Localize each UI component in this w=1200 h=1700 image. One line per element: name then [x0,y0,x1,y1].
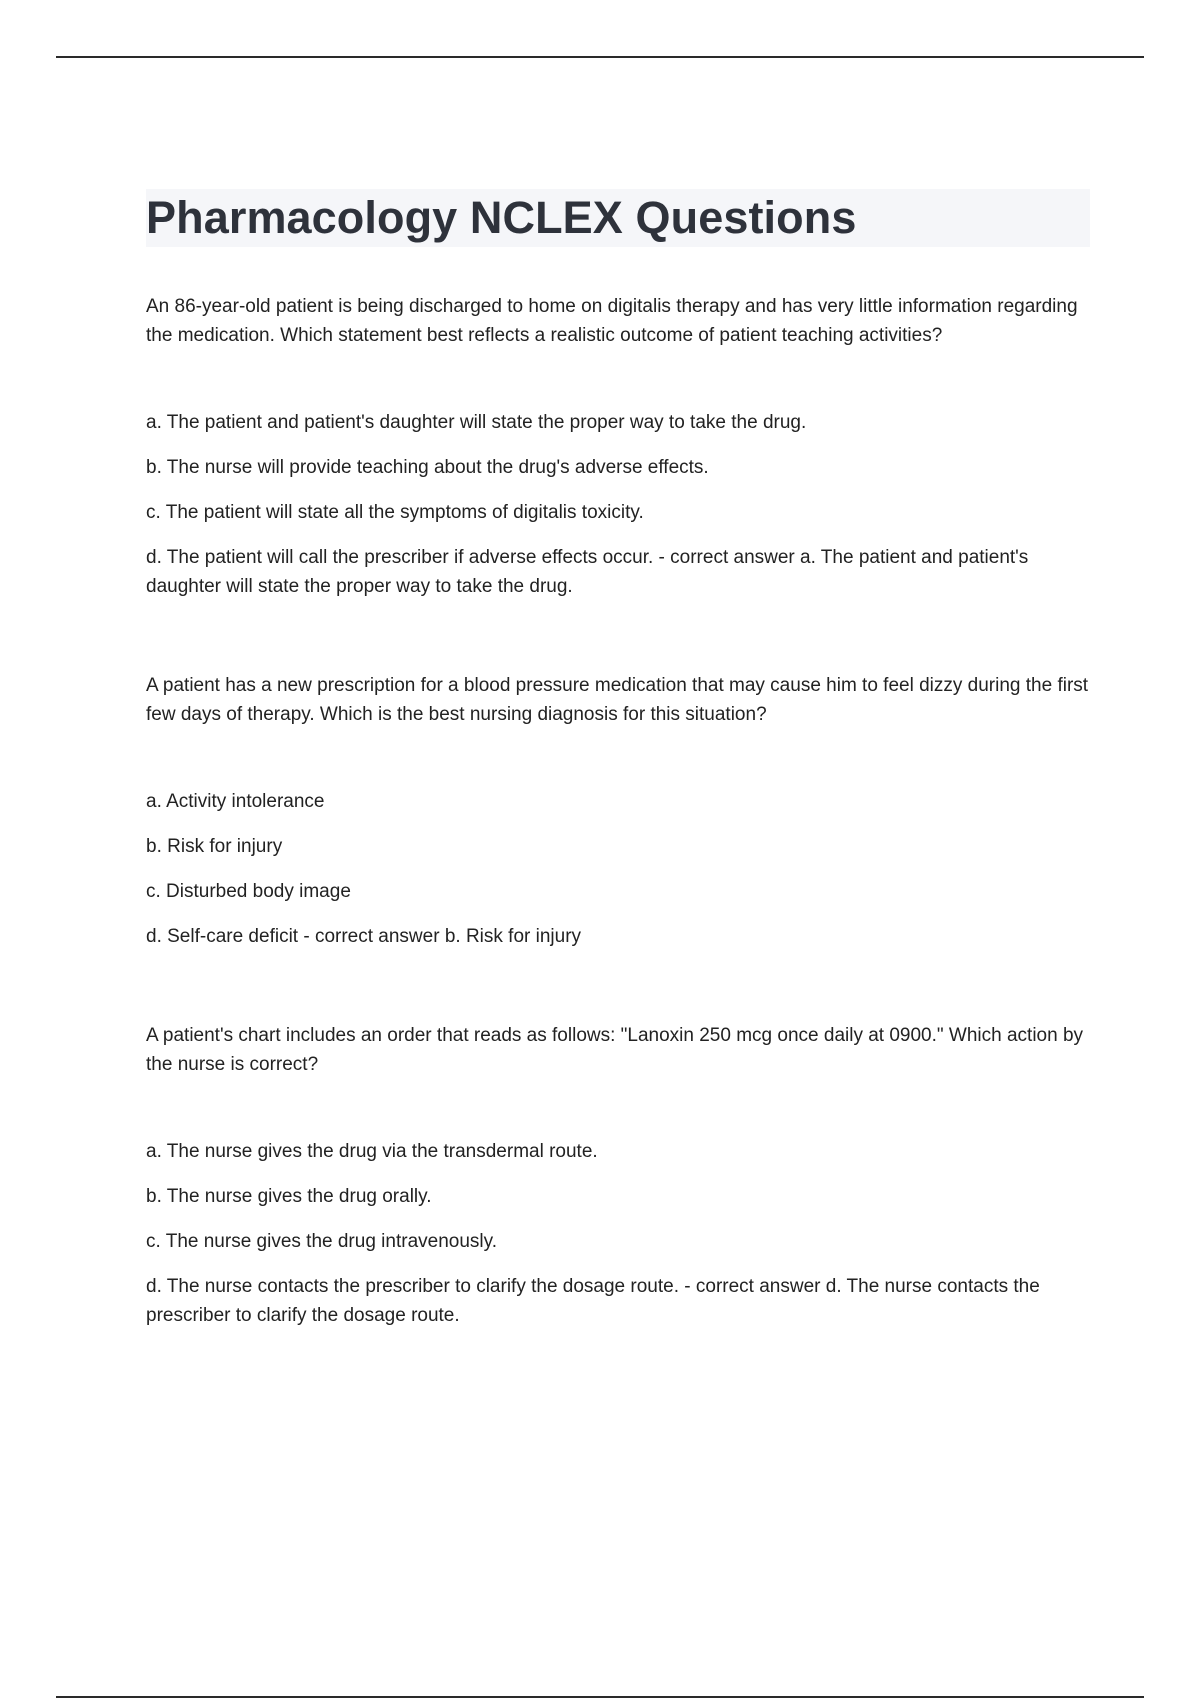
answer-options [146,1137,1090,1330]
option-a: a. Activity intolerance [146,791,325,812]
option-a: a. The patient and patient's daughter will state the proper way to take the drug. [146,412,807,433]
title-bar [146,189,1090,247]
option-c: c. The patient will state all the symptoms of digitalis toxicity. [146,502,644,523]
option-b: b. Risk for injury [146,836,283,857]
option-a: a. The nurse gives the drug via the transdermal route. [146,1141,598,1162]
option-c: c. Disturbed body image [146,881,351,902]
bottom-divider [56,1696,1144,1698]
option-b: b. The nurse will provide teaching about the drug's adverse effects. [146,457,709,478]
option-c: c. The nurse gives the drug intravenously. [146,1231,497,1252]
question-text: An 86-year-old patient is being discharged to home on digitalis therapy and has very little information regarding the medication. Which statement best reflects a realistic outcome of patient teaching activities? [146,296,1078,346]
option-d: d. The patient will call the prescriber if adverse effects occur. - correct answer a. The patient and patient's daughter will state the proper way to take the drug. [146,547,1029,597]
page-title: Pharmacology NCLEX Questions [146,192,857,243]
question-text: A patient has a new prescription for a blood pressure medication that may cause him to feel dizzy during the first few days of therapy. Which is the best nursing diagnosis for this situation? [146,675,1089,725]
question-block-2 [146,671,1090,951]
question-block-3 [146,1021,1090,1330]
option-b: b. The nurse gives the drug orally. [146,1186,432,1207]
option-d: d. Self-care deficit - correct answer b. Risk for injury [146,926,582,947]
answer-options [146,408,1090,601]
option-d: d. The nurse contacts the prescriber to clarify the dosage route. - correct answer d. The nurse contacts the prescriber to clarify the dosage route. [146,1276,1040,1326]
answer-options [146,787,1090,951]
document-body [146,189,1090,1330]
top-divider [56,56,1144,58]
question-text: A patient's chart includes an order that reads as follows: "Lanoxin 250 mcg once daily at 0900." Which action by the nurse is correct? [146,1025,1084,1075]
question-block-1 [146,292,1090,601]
